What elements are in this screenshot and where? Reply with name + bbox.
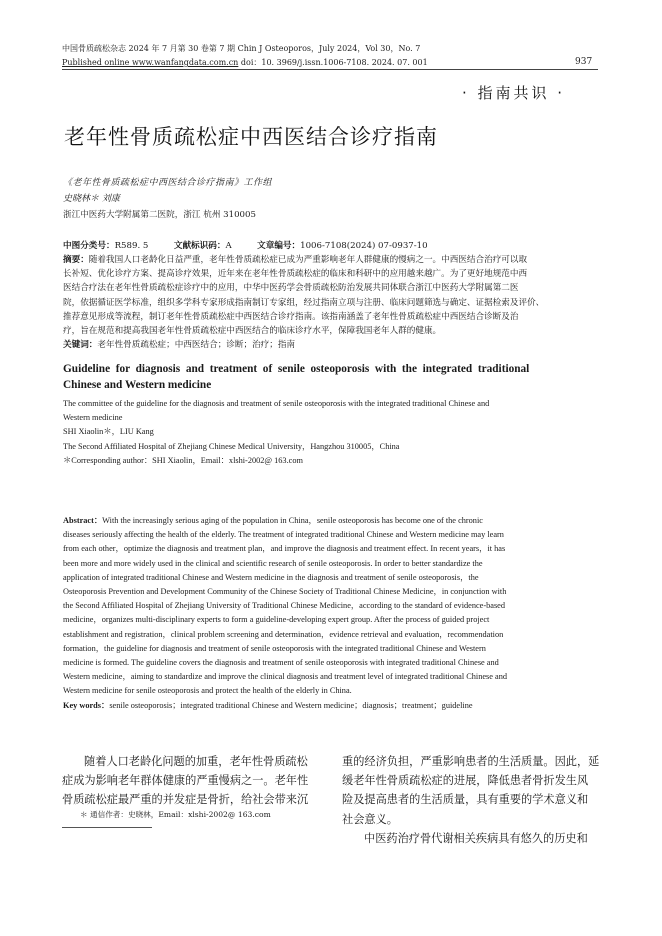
abstract-zh-line: 长补短、优化诊疗方案、提高诊疗效果，近年来在老年性骨质疏松症的临床和科研中的应用越来越广。为了更好地规范中西 [63,269,528,280]
keywords-zh: 关键词：老年性骨质疏松症；中西医结合；诊断；治疗；指南 [63,340,296,351]
committee-line: Western medicine [63,413,123,423]
working-group: 《老年性骨质疏松症中西医结合诊疗指南》工作组 [63,178,273,188]
abstract-en-label: Abstract： [63,516,103,525]
corresponding-author: ＊Corresponding author：SHI Xiaolin，Email：xlshi-2002@ 163.com [63,455,303,465]
english-affiliation: The Second Affiliated Hospital of Zhejiang Chinese Medical University，Hangzhou 310005，China [63,441,400,451]
doc-code-value: A [225,241,232,251]
abstract-zh-line: 院，依据循证医学标准，组织多学科专家形成指南制订专家组，经过指南立项与注册、临床问题筛选与确定、证据检索及评价、 [63,297,545,308]
committee-line: The committee of the guideline for the diagnosis and treatment of senile osteoporosis with the integrated traditional Chinese and [63,399,490,408]
page-number: 937 [575,57,593,67]
affiliation: 浙江中医药大学附属第二医院，浙江 杭州 310005 [63,210,256,220]
abstract-zh-line: 医结合疗法在老年性骨质疏松症诊疗中的应用，中华中医药学会骨质疏松防治发展共同体联合浙江中医药大学附属第二医 [63,283,519,294]
body-left-column [62,752,330,810]
keywords-zh-label: 关键词： [63,340,98,351]
article-no-value: 1006-7108(2024) 07-0937-10 [300,241,428,251]
online-link[interactable]: Published online www.wanfangdata.com.cn [62,58,239,67]
article-title: 老年性骨质疏松症中西医结合诊疗指南 [64,125,438,149]
body-line: 随着人口老龄化问题的加重，老年性骨质疏松 [84,755,308,768]
abstract-zh-line: 摘要：随着我国人口老龄化日益严重，老年性骨质疏松症已成为严重影响老年人群健康的慢病之一。中西医结合治疗可以取 [63,255,528,265]
clc-value: R589. 5 [114,241,149,251]
article-no-label: 文章编号： [257,241,301,251]
doc-code-label: 文献标识码： [173,241,226,251]
author-names: 史晓林＊ 刘康 [63,194,120,204]
classification-line [63,239,428,253]
abstract-en: Abstract：With the increasingly serious aging of the population in China，senile osteoporosis has become one of the chronic diseases seriously affecting the health of the elderly. The treatment of integrated traditional Chinese and Western medicine may learn from each other，optimize the diagnosis and treatment plan，and improve the diagnosis and treatment effect. In recent years，it has been more and more widely used in the clinical and scientific research of senile osteoporosis. In order to better standardize the application of integrated traditional Chinese and Western medicine in the diagnosis and treatment of senile osteoporosis，the Osteoporosis Prevention and Development Community of the Chinese Society of Traditional Chinese Medicine，in conjunction with the Second Affiliated Hospital of Zhejiang University of Traditional Chinese Medicine，according to the standard of evidence-based medicine，organizes multi-disciplinary experts to form a guideline-developing expert group. After the process of guided project establishment and registration，clinical problem screening and determination，evidence retrieval and evaluation，recommendation formation，the guideline for diagnosis and treatment of senile osteoporosis with the integrated traditional Chinese and Western medicine is formed. The guideline covers the diagnosis and treatment of senile osteoporosis with integrated traditional Chinese and Western medicine，aiming to standardize and improve the clinical diagnosis and treatment level of integrated traditional Chinese and Western medicine for senile osteoporosis and protect the health of the elderly in China. Key words：senile osteoporosis；integrated traditional Chinese and Western medicine；diagnosis；treatment；guideline [63,514,603,713]
abstract-zh-line: 疗，旨在规范和提高我国老年性骨质疏松症中西医结合的临床诊疗水平，保障我国老年人群的健康。 [63,326,442,337]
abstract-zh-line: 推荐意见形成等流程，制订老年性骨质疏松症中西医结合诊疗指南。该指南涵盖了老年性骨质疏松症中西医结合诊断及治 [63,311,519,322]
abstract-zh-label: 摘要： [63,255,89,265]
doi-text: doi：10. 3969/j.issn.1006-7108. 2024. 07. 001 [238,58,428,67]
body-line: 骨质疏松症最严重的并发症是骨折，给社会带来沉 [62,793,309,807]
column-label: · 指南共识 · [462,84,566,102]
footnote: ＊ 通信作者：史晓林，Email：xlshi-2002@ 163.com [80,810,271,819]
journal-header-line1: 中国骨质疏松杂志 2024 年 7 月第 30 卷第 7 期 Chin J Osteoporos，July 2024，Vol 30，No. 7 [62,44,421,53]
keywords-en-label: Key words： [63,700,110,710]
body-line: 重的经济负担，严重影响患者的生活质量。因此，延 [342,755,600,768]
body-line: 缓老年性骨质疏松症的进展，降低患者骨折发生风 [342,774,589,788]
body-right-column [342,752,600,848]
body-line: 险及提高患者的生活质量，具有重要的学术意义和 [342,793,589,807]
english-meta [63,397,603,468]
header-rule [62,69,598,70]
body-line: 社会意义。 [342,812,398,826]
body-line: 症成为影响老年群体健康的严重慢病之一。老年性 [62,774,309,788]
english-title: Guideline for diagnosis and treatment of senile osteoporosis with the integrated traditional Chinese and Western medicine [63,363,530,391]
abstract-zh [63,253,599,352]
journal-header-line2 [62,57,428,68]
footnote-rule [62,827,152,828]
clc-label: 中图分类号： [63,241,115,251]
keywords-en: Key words：senile osteoporosis；integrated traditional Chinese and Western medicine；diagnosis；treatment；guideline [63,700,473,710]
english-authors: SHI Xiaolin＊，LIU Kang [63,427,154,437]
body-line: 中医药治疗骨代谢相关疾病具有悠久的历史和 [364,831,588,845]
